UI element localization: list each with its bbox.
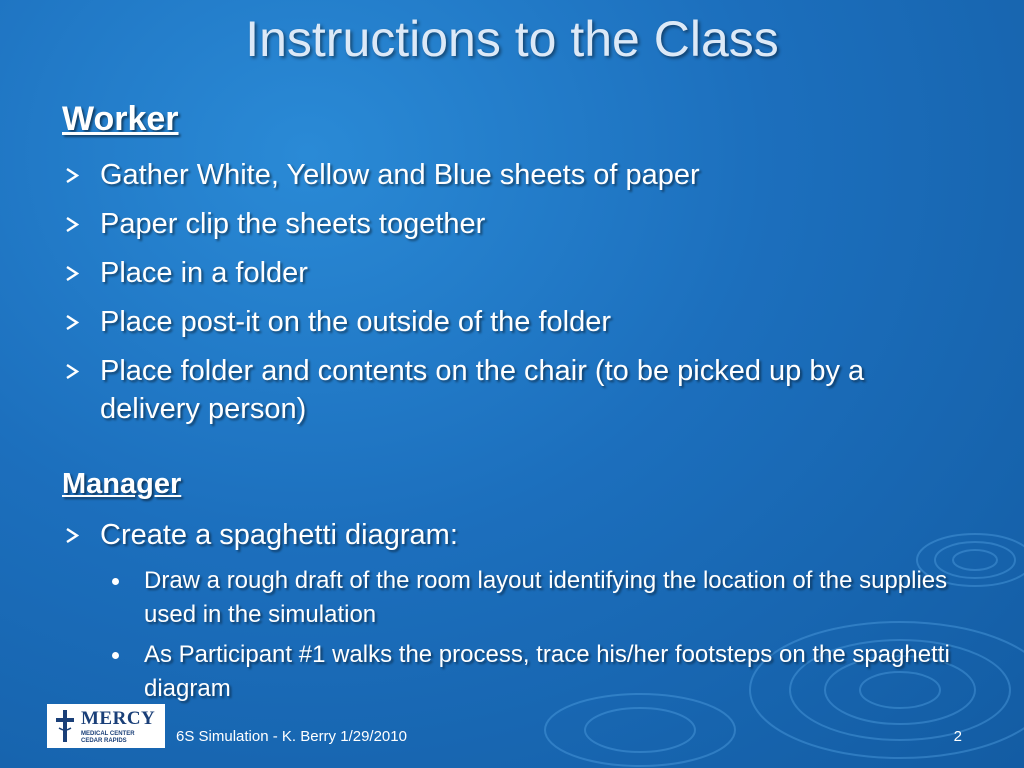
- list-item: [62, 156, 952, 194]
- page-number: 2: [953, 728, 962, 745]
- sub-list-item: [98, 638, 952, 706]
- arrow-bullet-icon: [66, 217, 79, 232]
- dot-bullet-icon: [112, 578, 119, 585]
- logo-subtitle: [81, 731, 161, 745]
- worker-bullet-list: [62, 156, 952, 439]
- slide-title: Instructions to the Class: [245, 11, 779, 67]
- cross-icon: [53, 708, 77, 744]
- dot-bullet-icon: [112, 652, 119, 659]
- logo-line-2: CEDAR RAPIDS: [81, 738, 127, 744]
- arrow-bullet-icon: [66, 528, 79, 543]
- bullet-text: Place folder and contents on the chair (to be picked up by a delivery person): [100, 355, 865, 425]
- bullet-text: Place in a folder: [100, 257, 308, 289]
- arrow-bullet-icon: [66, 315, 79, 330]
- footer-text: 6S Simulation - K. Berry 1/29/2010: [176, 728, 407, 745]
- bullet-text: Place post-it on the outside of the folder: [100, 306, 612, 338]
- list-item: [62, 303, 952, 341]
- manager-heading: Manager: [62, 468, 182, 500]
- logo-line-1: MEDICAL CENTER: [81, 731, 135, 737]
- list-item: [62, 516, 952, 706]
- bullet-text: Gather White, Yellow and Blue sheets of paper: [100, 159, 700, 191]
- list-item: [62, 254, 952, 292]
- sub-bullet-text: As Participant #1 walks the process, trace his/her footsteps on the spaghetti diagram: [144, 641, 950, 702]
- sub-bullet-list: [100, 564, 952, 706]
- worker-heading: Worker: [62, 100, 179, 138]
- arrow-bullet-icon: [66, 168, 79, 183]
- mercy-medical-center-logo: [47, 704, 165, 748]
- bullet-text: Create a spaghetti diagram:: [100, 519, 458, 551]
- arrow-bullet-icon: [66, 364, 79, 379]
- sub-bullet-text: Draw a rough draft of the room layout identifying the location of the supplies used in the simulation: [144, 567, 948, 628]
- arrow-bullet-icon: [66, 266, 79, 281]
- list-item: [62, 205, 952, 243]
- bullet-text: Paper clip the sheets together: [100, 208, 486, 240]
- sub-list-item: [98, 564, 952, 632]
- list-item: [62, 352, 952, 428]
- manager-bullet-list: [62, 516, 952, 717]
- logo-name: MERCY: [81, 708, 156, 729]
